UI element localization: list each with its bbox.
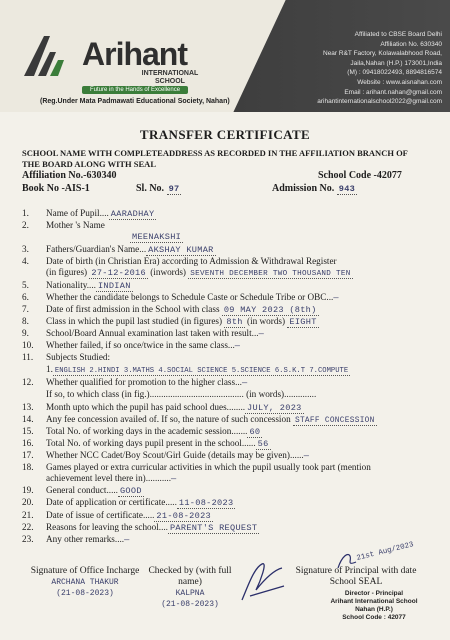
field-value: 09 MAY 2023 (8th): [223, 305, 317, 315]
field-value: —: [303, 451, 309, 461]
field-value: —: [333, 293, 339, 303]
field-label: Class in which the pupil last studied (in figures): [46, 316, 223, 326]
field-value: —: [171, 474, 177, 484]
row-number: 15.: [22, 426, 34, 436]
checked-by-label: Checked by (with full name): [148, 566, 232, 587]
row-number: 12.: [22, 377, 34, 387]
field-row: 16. Total No. of working days pupil present in the school...... 56: [22, 438, 269, 449]
field-value: AARADHAY: [110, 209, 155, 219]
principal-signature-icon: [336, 550, 358, 572]
field-row: [22, 220, 442, 231]
field-label: General conduct: [46, 485, 107, 495]
field-row: [22, 462, 442, 473]
field-row: 6. Whether the candidate belongs to Schedule Caste or Schedule Tribe or OBC...—: [22, 292, 339, 303]
field-label: Total No. of working days in the academic session: [46, 426, 232, 436]
row-number: 11.: [22, 352, 34, 362]
book-number: Book No -AIS-1: [22, 183, 90, 194]
field-row: 15. Total No. of working days in the academic session....... 60: [22, 426, 261, 437]
field-row: 3. Fathers/Guardian's Name... AKSHAY KUMAR: [22, 244, 214, 255]
field-row: [22, 304, 442, 316]
serial-number-label: Sl. No.: [136, 183, 165, 194]
field-label: Whether failed, if so once/twice in the same class: [46, 340, 228, 350]
stamp-line: School Code : 42077: [342, 614, 406, 621]
field-label: Date of first admission in the School with class: [46, 304, 220, 314]
admission-number: [272, 183, 357, 194]
serial-number-value: 97: [168, 184, 180, 194]
stamp-line: Nahan (H.P.): [355, 606, 393, 613]
field-label: Total No. of working days pupil present in the school: [46, 438, 242, 448]
field-label: Month upto which the pupil has paid school dues: [46, 402, 227, 412]
field-row: 19. General conduct..... GOOD: [22, 485, 142, 496]
field-row: 9. School/Board Annual examination last taken with result...—: [22, 328, 264, 339]
field-label: (in words): [247, 316, 286, 326]
field-row: [22, 316, 442, 328]
office-incharge-date: (21-08-2023): [56, 589, 114, 598]
field-row: 17. Whether NCC Cadet/Boy Scout/Girl Guide (details may be given)......—: [22, 450, 309, 461]
contact-line: Affiliation No. 630340: [380, 40, 442, 48]
row-number: 14.: [22, 414, 34, 424]
school-code: School Code -42077: [318, 170, 402, 181]
row-number: 17.: [22, 450, 34, 460]
field-label: Fathers/Guardian's Name: [46, 244, 140, 254]
field-value: GOOD: [119, 486, 142, 496]
contact-line: Website : www.aisnahan.com: [357, 78, 442, 86]
field-value-row: [130, 231, 360, 243]
document-title: TRANSFER CERTIFICATE: [139, 127, 311, 142]
office-incharge-name: ARCHANA THAKUR: [51, 578, 119, 587]
letterhead: [0, 0, 450, 112]
registration-line: (Reg.Under Mata Padmawati Educational Society, Nahan): [40, 98, 230, 105]
stamp-line: Director - Principal: [344, 590, 404, 597]
stamp-line: Arihant International School: [330, 598, 418, 605]
contact-line: (M) : 09418022493, 8894816574: [347, 69, 442, 77]
contact-line: Affiliated to CBSE Board Delhi: [354, 31, 442, 38]
field-value: EIGHT: [289, 317, 317, 327]
admission-number-value: 943: [338, 184, 356, 194]
school-address-instruction: SCHOOL NAME WITH COMPLETEADDRESS AS RECORDED IN THE AFFILIATION BRANCH OF THE BOARD ALONG WITH SEAL: [22, 148, 408, 169]
row-number: 10.: [22, 340, 34, 350]
row-number: 7.: [22, 304, 29, 314]
field-label: Subjects Studied:: [46, 352, 111, 362]
field-row: 21. Date of issue of certificate..... 21-08-2023: [22, 510, 211, 521]
row-number: 19.: [22, 485, 34, 495]
field-value: —: [241, 378, 248, 388]
row-number: 8.: [22, 316, 29, 326]
field-row: [22, 352, 442, 363]
checked-by-signature: [146, 566, 234, 610]
field-label: 1.: [46, 364, 53, 374]
field-value: 27-12-2016: [91, 268, 146, 278]
field-label: Date of issue of certificate: [46, 510, 143, 520]
office-incharge-label: Signature of Office Incharge: [30, 566, 140, 576]
field-row: 23. Any other remarks....—: [22, 534, 130, 545]
subjects-value: ENGLISH 2.HINDI 3.MATHS 4.SOCIAL SCIENCE 5.SCIENCE 6.S.K.T 7.COMPUTE: [54, 367, 349, 375]
field-value: INDIAN: [97, 281, 131, 291]
checked-by-date: (21-08-2023): [161, 600, 219, 609]
school-logo-icon: [20, 32, 74, 78]
field-label: achievement level there in): [46, 473, 146, 483]
field-label: Whether NCC Cadet/Boy Scout/Girl Guide (details may be given): [46, 450, 290, 460]
checked-by-name: KALPNA: [175, 589, 205, 598]
field-row: 20. Date of application or certificate..... 11-08-2023: [22, 497, 234, 508]
serial-number: [136, 183, 181, 194]
field-value: —: [124, 535, 130, 545]
field-value: AKSHAY KUMAR: [148, 245, 214, 255]
row-number: 16.: [22, 438, 34, 448]
row-number: 21.: [22, 510, 34, 520]
field-label: Reasons for leaving the school: [46, 522, 159, 532]
contact-line: Jaila,Nahan (H.P.) 173001,India: [350, 59, 442, 67]
field-value: SEVENTH DECEMBER TWO THOUSAND TEN: [190, 270, 351, 278]
field-value: —: [234, 341, 240, 351]
row-number: 22.: [22, 522, 34, 532]
field-label: Mother 's Name: [46, 220, 105, 230]
affiliation-number: Affiliation No.-630340: [22, 170, 117, 181]
field-label: Whether the candidate belongs to Schedule Caste or Schedule Tribe or OBC: [46, 292, 327, 302]
row-number: 4.: [22, 256, 29, 266]
field-row: 22. Reasons for leaving the school.... PARENT'S REQUEST: [22, 522, 258, 533]
admission-number-label: Admission No.: [272, 183, 335, 194]
principal-signature-date: 21st Aug/2023: [355, 541, 415, 563]
field-value: 21-08-2023: [156, 511, 211, 521]
row-number: 9.: [22, 328, 29, 338]
field-label: Date of application or certificate: [46, 497, 166, 507]
field-label: Date of birth (in Christian Era) according to Admission & Withdrawal Register: [46, 256, 337, 266]
row-number: 3.: [22, 244, 29, 254]
field-row: 10. Whether failed, if so once/twice in the same class...—: [22, 340, 240, 351]
row-number: 6.: [22, 292, 29, 302]
field-label: School/Board Annual examination last taken with result: [46, 328, 252, 338]
field-label: Name of Pupil: [46, 208, 100, 218]
field-row: 12. Whether qualified for promotion to the higher class...—: [22, 377, 248, 388]
field-label: (in figures): [46, 267, 88, 277]
field-value: 56: [257, 439, 269, 449]
field-row: achievement level there in)...........—: [46, 473, 177, 484]
office-incharge-signature: [30, 566, 140, 599]
handwritten-signature: [238, 556, 290, 606]
row-number: 2.: [22, 220, 29, 230]
row-number: 5.: [22, 280, 29, 290]
field-label: Whether qualified for promotion to the higher class: [46, 377, 236, 387]
principal-stamp: [318, 590, 430, 622]
field-row: [22, 267, 442, 280]
field-label: (in words): [246, 389, 285, 399]
field-value: 8th: [226, 317, 243, 327]
field-label: Any fee concession availed of. If so, the nature of such concession: [46, 414, 291, 424]
school-logo-subtitle: INTERNATIONAL SCHOOL: [141, 70, 199, 85]
principal-label: Signature of Principal with date School SEAL: [295, 566, 417, 587]
field-label: Nationality: [46, 280, 87, 290]
row-number: 13.: [22, 402, 34, 412]
field-label: If so, to which class (in fig.): [46, 389, 150, 399]
field-label: Games played or extra curricular activities in which the pupil usually took part (mention: [46, 462, 371, 472]
subjects-row: [22, 364, 442, 377]
school-logo-name: Arihant: [82, 36, 187, 72]
field-value: STAFF CONCESSION: [294, 417, 375, 425]
field-row: If so, to which class (in fig.)......................................... (in words)..............: [46, 389, 317, 399]
field-row: 1. Name of Pupil.... AARADHAY: [22, 208, 155, 219]
field-label: (inwords): [150, 267, 186, 277]
field-label: Any other remarks: [46, 534, 115, 544]
field-value: 11-08-2023: [178, 498, 234, 508]
field-row: 13. Month upto which the pupil has paid school dues........ JULY, 2023: [22, 402, 302, 413]
contact-line: arihantinternationalschool2022@gmail.com: [317, 98, 442, 106]
field-value: JULY, 2023: [247, 403, 302, 413]
field-row: [22, 256, 442, 267]
field-row: 5. Nationality.... INDIAN: [22, 280, 131, 291]
row-number: 1.: [22, 208, 29, 218]
field-value: 60: [249, 427, 261, 437]
contact-line: Email : arihant.nahan@gmail.com: [344, 88, 442, 96]
school-tagline: Future in the Hands of Excellence: [82, 86, 188, 94]
field-value: PARENT'S REQUEST: [169, 523, 258, 533]
contact-block: [252, 30, 442, 107]
contact-line: Near R&T Factory, Kolawalabhood Road,: [323, 50, 442, 58]
field-value: —: [258, 329, 264, 339]
field-value: MEENAKSHI: [132, 232, 182, 242]
row-number: 20.: [22, 497, 34, 507]
row-number: 23.: [22, 534, 34, 544]
row-number: 18.: [22, 462, 34, 472]
